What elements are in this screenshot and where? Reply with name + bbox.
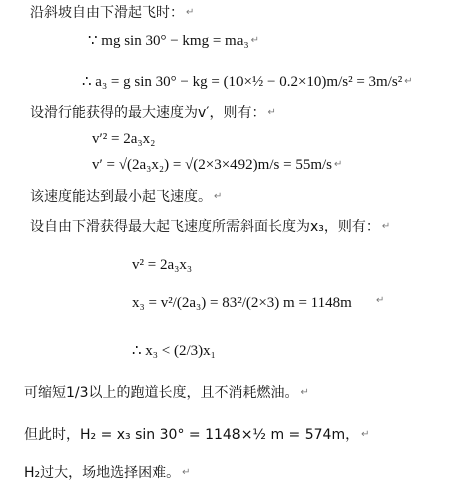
line-10-equation: x₃ = v²/(2a₃) = 83²/(2×3) m = 1148m: [132, 295, 352, 311]
text-line-8: [30, 220, 390, 234]
equation-line-11: [132, 344, 216, 359]
paragraph-mark-icon: ↵: [300, 387, 309, 398]
equation-line-3: [82, 75, 413, 90]
line-3-equation: ∴ a₃ = g sin 30° − kg = (10×½ − 0.2×10)m/s² = 3m/s²: [82, 74, 403, 90]
equation-line-10: [132, 296, 352, 311]
text-line-14: [24, 466, 191, 480]
text-line-12: [24, 386, 309, 400]
equation-line-6: [92, 158, 342, 173]
line-4-text: 设滑行能获得的最大速度为v′，则有：: [30, 105, 266, 121]
paragraph-mark-icon: ↵: [186, 7, 195, 18]
line-1-text: 沿斜坡自由下滑起飞时：: [30, 5, 184, 21]
paragraph-mark-icon: ↵: [214, 191, 223, 202]
line-12-text: 可缩短1/3以上的跑道长度，且不消耗燃油。: [24, 385, 299, 401]
line-7-text: 该速度能达到最小起飞速度。: [30, 189, 212, 205]
line-11-equation: ∴ x₃ < (2/3)x₁: [132, 343, 216, 359]
equation-line-9: [132, 258, 192, 273]
paragraph-mark-icon: ↵: [250, 35, 259, 46]
text-line-7: [30, 190, 222, 204]
paragraph-mark-icon: ↵: [361, 429, 370, 440]
line-6-equation: v′ = √(2a₃x₂) = √(2×3×492)m/s = 55m/s: [92, 157, 332, 173]
paragraph-mark-icon: ↵: [182, 467, 191, 478]
equation-line-5: [92, 132, 155, 147]
paragraph-mark-icon: ↵: [267, 107, 276, 118]
line-14-text: H₂过大，场地选择困难。: [24, 465, 181, 481]
line-5-equation: v′² = 2a₃x₂: [92, 131, 156, 147]
line-2-equation: ∵ mg sin 30° − kmg = ma₃: [88, 33, 249, 49]
paragraph-mark-icon: ↵: [334, 159, 343, 170]
line-8-text: 设自由下滑获得最大起飞速度所需斜面长度为x₃，则有：: [30, 219, 380, 235]
text-line-13: [24, 428, 369, 442]
equation-line-2: [88, 34, 259, 49]
paragraph-mark-icon: ↵: [376, 295, 385, 306]
paragraph-mark-icon: ↵: [381, 221, 391, 232]
paragraph-mark-icon: ↵: [404, 76, 413, 87]
line-13-text: 但此时，H₂ = x₃ sin 30° = 1148×½ m = 574m，: [24, 427, 360, 443]
text-line-4: [30, 106, 276, 120]
text-line-1: [30, 6, 194, 20]
line-9-equation: v² = 2a₃x₃: [132, 257, 193, 273]
